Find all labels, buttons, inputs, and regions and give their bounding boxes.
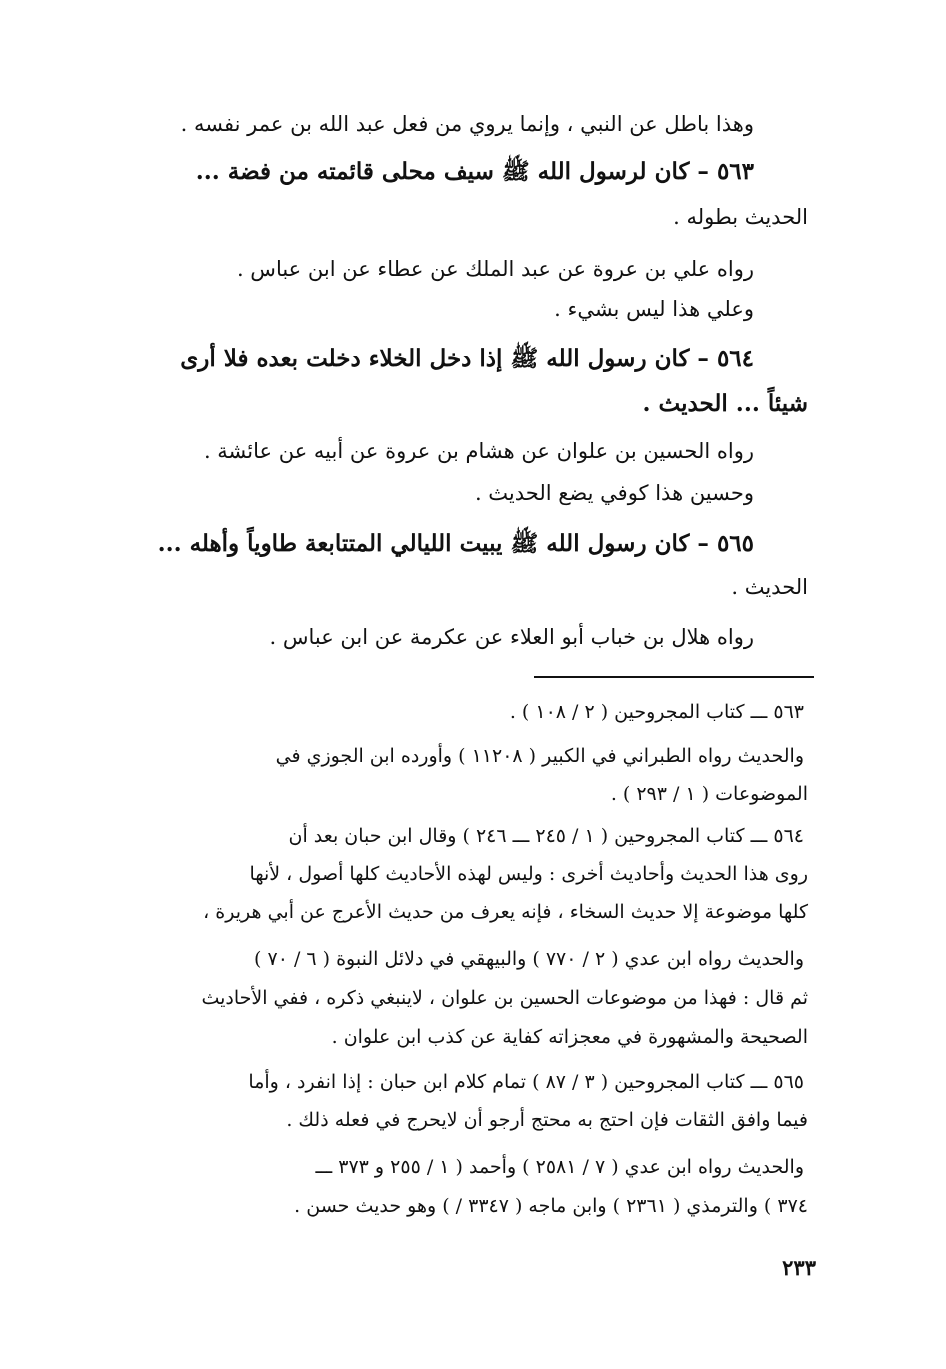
page-number: ٢٣٣ (782, 1255, 816, 1280)
footnote-line: ٥٦٥ ـــ كتاب المجروحين ( ٣ / ٨٧ ) تمام كلام ابن حبان : إذا انفرد ، وأما (248, 1071, 804, 1093)
hadith-heading: ٥٦٤ – كان رسول الله ﷺ إذا دخل الخلاء دخلت بعده فلا أرى (180, 345, 754, 372)
footnote-separator (534, 676, 814, 678)
hadith-heading: ٥٦٣ – كان لرسول الله ﷺ سيف محلى قائمته من فضة ... (195, 158, 754, 185)
text-line: رواه الحسين بن علوان عن هشام بن عروة عن أبيه عن عائشة . (203, 439, 754, 463)
text-line: وحسين هذا كوفي يضع الحديث . (474, 481, 754, 505)
text-line: وعلي هذا ليس بشيء . (554, 297, 754, 321)
footnote-line: والحديث رواه الطبراني في الكبير ( ١١٢٠٨ ) وأورده ابن الجوزي في (275, 745, 804, 767)
footnote-line: ٥٦٤ ـــ كتاب المجروحين ( ١ / ٢٤٥ ـــ ٢٤٦ ) وقال ابن حبان بعد أن (288, 825, 804, 847)
footnote-line: ٣٧٤ ) والترمذي ( ٢٣٦١ ) وابن ماجه ( ٣٣٤٧ / ) وهو حديث حسن . (294, 1195, 808, 1217)
footnote-line: والحديث رواه ابن عدي ( ٢ / ٧٧٠ ) والبيهقي في دلائل النبوة ( ٦ / ٧٠ ) (254, 948, 804, 970)
text-line: وهذا باطل عن النبي ، وإنما يروي من فعل عبد الله بن عمر نفسه . (180, 112, 754, 136)
footnote-line: الصحيحة والمشهورة في معجزاته كفاية عن كذب ابن علوان . (331, 1026, 808, 1048)
footnote-line: ٥٦٣ ـــ كتاب المجروحين ( ٢ / ١٠٨ ) . (509, 701, 804, 723)
text-line: رواه هلال بن خباب أبو العلاء عن عكرمة عن ابن عباس . (269, 625, 754, 649)
footnote-line: كلها موضوعة إلا حديث السخاء ، فإنه يعرف من حديث الأعرج عن أبي هريرة ، (203, 901, 808, 923)
text-line: رواه علي بن عروة عن عبد الملك عن عطاء عن ابن عباس . (236, 257, 754, 281)
hadith-heading-continuation: شيئاً ... الحديث . (642, 390, 808, 417)
footnote-line: الموضوعات ( ١ / ٢٩٣ ) . (610, 783, 808, 805)
footnote-line: فيما وافق الثقات فإن احتج به محتج أرجو أن لايحرج في فعله ذلك . (286, 1109, 808, 1131)
footnote-line: ثم قال : فهذا من موضوعات الحسين بن علوان ، لاينبغي ذكره ، ففي الأحاديث (201, 987, 808, 1009)
footnote-line: والحديث رواه ابن عدي ( ٧ / ٢٥٨١ ) وأحمد ( ١ / ٢٥٥ و ٣٧٣ ـــ (315, 1156, 804, 1178)
footnote-line: روى هذا الحديث وأحاديث أخرى : وليس لهذه الأحاديث كلها أصول ، لأنها (249, 863, 808, 885)
text-line: الحديث بطوله . (673, 205, 808, 229)
text-line: الحديث . (731, 575, 808, 599)
hadith-heading: ٥٦٥ – كان رسول الله ﷺ يبيت الليالي المتتابعة طاوياً وأهله ... (157, 530, 754, 557)
